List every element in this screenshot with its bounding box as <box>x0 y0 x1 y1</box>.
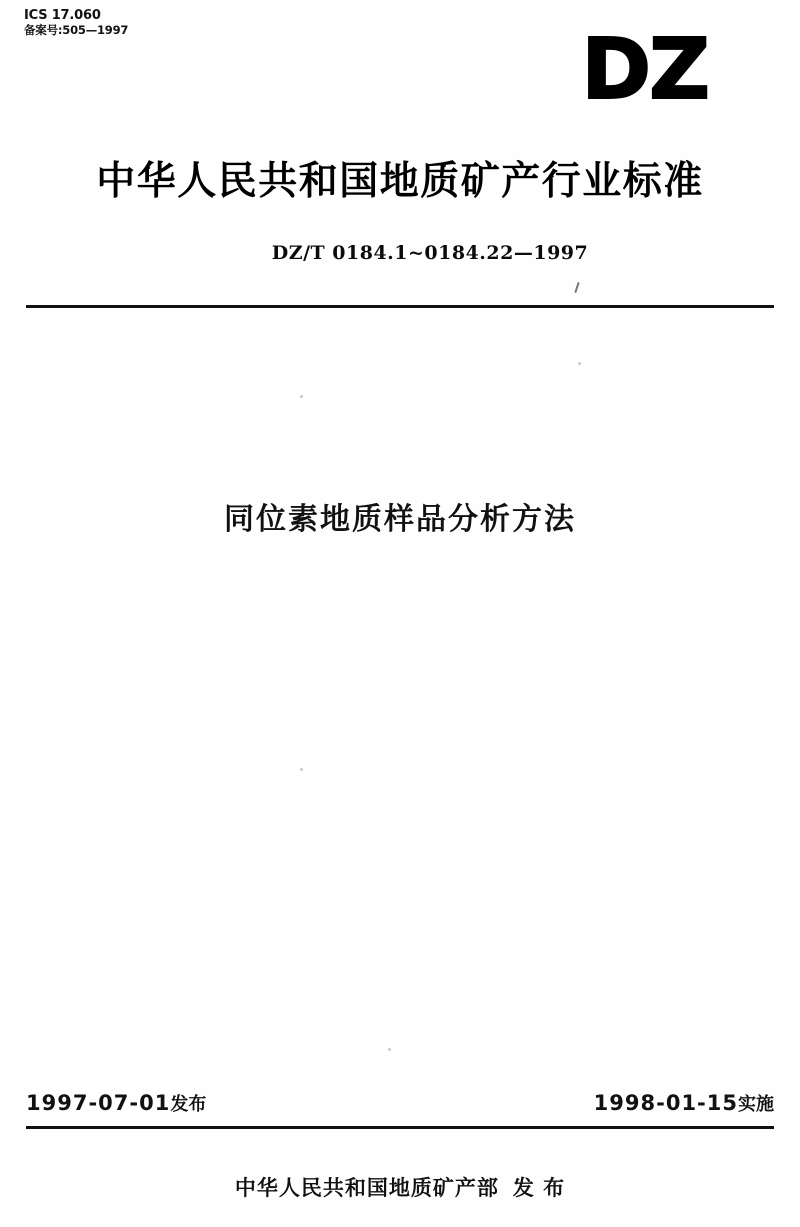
ics-block <box>24 8 128 38</box>
scan-speck <box>578 362 581 365</box>
scan-speck <box>300 768 303 771</box>
publisher-name: 中华人民共和国地质矿产部 <box>234 1176 499 1200</box>
effective-date <box>594 1090 774 1116</box>
standard-number: DZ/T 0184.1~0184.22—1997 <box>271 242 589 264</box>
issue-date <box>26 1090 206 1116</box>
date-row <box>26 1090 774 1116</box>
dz-logo: DZ <box>581 20 708 118</box>
scan-speck <box>300 395 303 398</box>
publisher-action: 发 布 <box>512 1176 566 1200</box>
issue-date-value: 1997-07-01 <box>26 1091 171 1115</box>
record-number: 备案号:505—1997 <box>24 23 129 38</box>
ics-code: ICS 17.060 <box>24 8 101 23</box>
footer-divider <box>26 1126 774 1129</box>
effective-date-value: 1998-01-15 <box>593 1091 738 1115</box>
publisher-line <box>0 1172 800 1202</box>
issue-date-label: 发布 <box>170 1094 207 1115</box>
scan-tick-mark <box>574 282 579 293</box>
effective-date-label: 实施 <box>738 1094 774 1115</box>
header-divider <box>26 305 774 308</box>
document-subject-title: 同位素地质样品分析方法 <box>224 502 576 537</box>
standard-name: 中华人民共和国地质矿产行业标准 <box>96 159 704 204</box>
scan-speck <box>388 1048 391 1051</box>
